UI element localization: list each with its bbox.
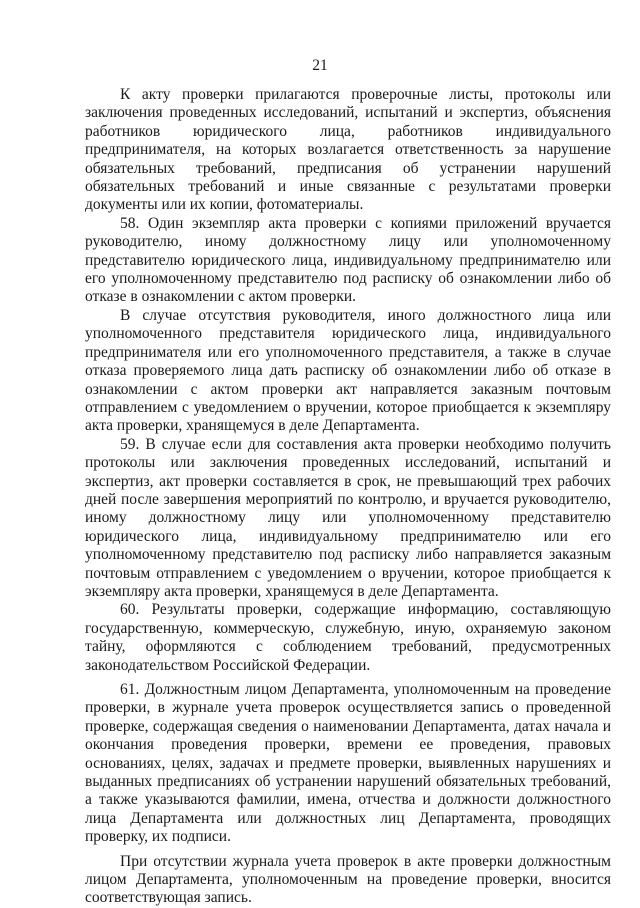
document-body <box>85 86 611 908</box>
paragraph-59: 59. В случае если для составления акта проверки необходимо получить протоколы или заключения проведенных исследований, испытаний и экспертиз, акт проверки составляется в срок, не превышающий трех рабочих дней после завершения мероприятий по контролю, и вручается руководителю, иному должностному лицу или уполномоченному представителю юридического лица, индивидуальному предпринимателю или его уполномоченному представителю под расписку либо направляется заказным почтовым отправлением с уведомлением о вручении, которое приобщается к экземпляру акта проверки, хранящемуся в деле Департамента. <box>85 435 611 600</box>
paragraph-attachments: К акту проверки прилагаются проверочные листы, протоколы или заключения проведенных исследований, испытаний и экспертиз, объяснения работников юридического лица, работников индивидуального предпринимателя, на которых возлагается ответственность за нарушение обязательных требований, предписания об устранении нарушений обязательных требований и иные связанные с результатами проверки документы или их копии, фотоматериалы. <box>85 86 611 214</box>
paragraph-61-journal-absence: При отсутствии журнала учета проверок в акте проверки должностным лицом Департамента, уполномоченным на проведение проверки, вносится соответствующая запись. <box>85 852 611 907</box>
page-number: 21 <box>312 57 328 74</box>
paragraph-60: 60. Результаты проверки, содержащие информацию, составляющую государственную, коммерческую, служебную, иную, охраняемую законом тайну, оформляются с соблюдением требований, предусмотренных законодательством Российской Федерации. <box>85 601 611 674</box>
paragraph-58: 58. Один экземпляр акта проверки с копиями приложений вручается руководителю, иному должностному лицу или уполномоченному представителю юридического лица, индивидуальному предпринимателю или его уполномоченному представителю под расписку об ознакомлении либо об отказе в ознакомлении с актом проверки. <box>85 214 611 306</box>
paragraph-58-absence: В случае отсутствия руководителя, иного должностного лица или уполномоченного представителя юридического лица, индивидуального предпринимателя или его уполномоченного представителя, а также в случае отказа проверяемого лица дать расписку об ознакомлении либо об отказе в ознакомлении с актом проверки акт направляется заказным почтовым отправлением с уведомлением о вручении, которое приобщается к экземпляру акта проверки, хранящемуся в деле Департамента. <box>85 306 611 435</box>
paragraph-61: 61. Должностным лицом Департамента, уполномоченным на проведение проверки, в журнале учета проверок осуществляется запись о проведенной проверке, содержащая сведения о наименовании Департамента, датах начала и окончания проведения проверки, времени ее проведения, правовых основаниях, целях, задачах и предмете проверки, выявленных нарушениях и выданных предписаниях об устранении нарушений обязательных требований, а также указываются фамилии, имена, отчества и должности должностного лица Департамента или должностных лиц Департамента, проводящих проверку, их подписи. <box>85 681 611 846</box>
